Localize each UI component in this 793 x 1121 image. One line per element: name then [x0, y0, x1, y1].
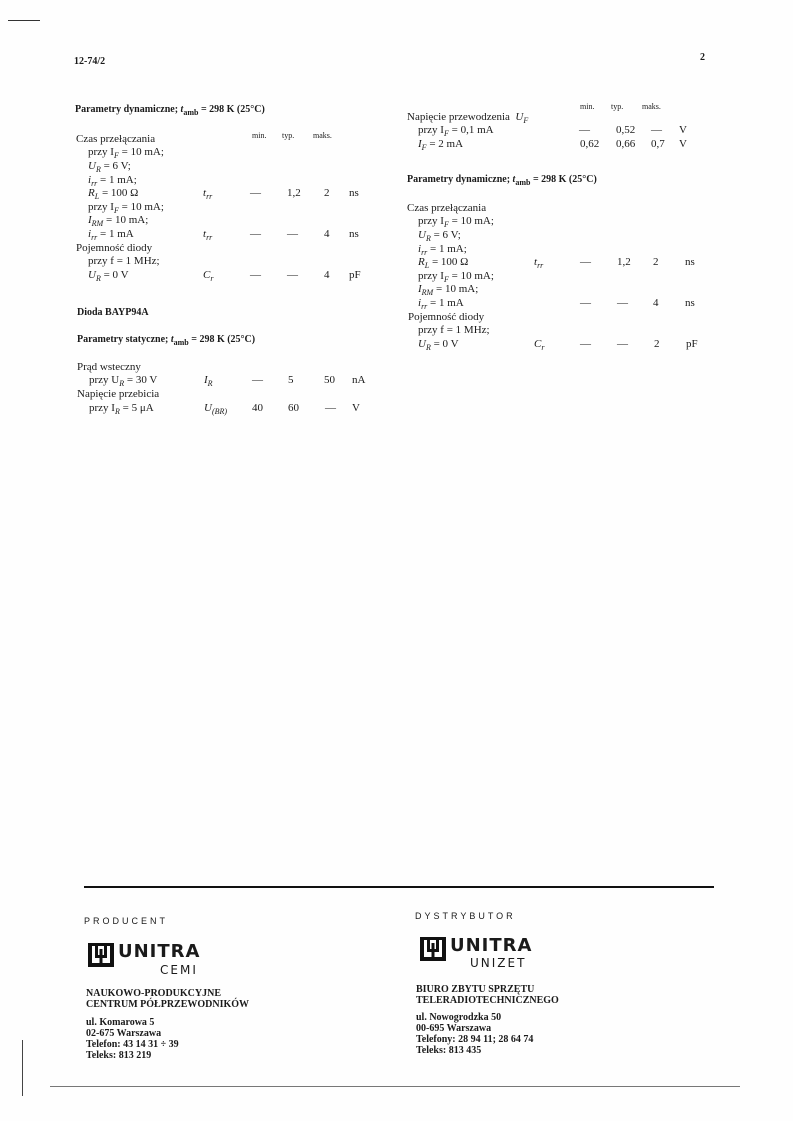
diode-title: Dioda BAYP94A: [77, 307, 149, 318]
producer-brand: UNITRA: [118, 941, 201, 962]
distributor-label: DYSTRYBUTOR: [415, 911, 516, 921]
distributor-brand: UNITRA: [450, 935, 533, 956]
left-cap-max: 4: [324, 269, 330, 281]
page-number: 2: [700, 52, 705, 63]
right-cap-cond-1: przy f = 1 MHz;: [418, 324, 490, 336]
left-switch-cond-6: $I_{RM} = 10$ mA;: [88, 214, 149, 229]
footer-rule: [84, 886, 714, 888]
right-switch-typ-2: —: [617, 297, 628, 309]
corner-mark: [8, 20, 40, 21]
left-col-max: maks.: [313, 131, 332, 140]
left-switch-symbol-2: $t_{rr}$: [203, 228, 213, 243]
producer-logo: [88, 943, 200, 965]
right-switch-cond-3: $i_{rr} = 1$ mA;: [418, 243, 467, 258]
fwd-typ-1: 0,52: [616, 124, 636, 136]
distributor-address-1: ul. Nowogrodzka 50: [416, 1012, 502, 1023]
right-col-typ: typ.: [611, 102, 624, 111]
producer-label: PRODUCENT: [84, 916, 169, 926]
right-cap-min: —: [580, 338, 591, 350]
left-switch-max-2: 4: [324, 228, 330, 240]
brk-cond: przy $I_R = 5$ μA: [89, 402, 154, 417]
left-switch-typ-2: —: [287, 228, 298, 240]
producer-name-1: NAUKOWO-PRODUKCYJNE: [86, 988, 221, 999]
left-switch-unit-1: ns: [349, 187, 359, 199]
fwd-typ-2: 0,66: [616, 138, 636, 150]
producer-name-2: CENTRUM PÓŁPRZEWODNIKÓW: [86, 999, 250, 1010]
right-switch-min-2: —: [580, 297, 591, 309]
right-switch-cond-4: $R_L = 100$ Ω: [418, 256, 469, 271]
fwd-label: Napięcie przewodzenia $U_F$: [407, 111, 529, 126]
producer-sub: CEMI: [160, 963, 198, 977]
fwd-max-1: —: [651, 124, 662, 136]
unitra-mark-icon: [88, 943, 114, 965]
distributor-name-2: TELERADIOTECHNICZNEGO: [416, 995, 559, 1006]
left-cap-cond-2: $U_R = 0$ V: [88, 269, 129, 284]
left-col-min: min.: [252, 131, 267, 140]
left-cap-typ: —: [287, 269, 298, 281]
unitra-mark-icon: [420, 937, 446, 959]
producer-address-2: 02-675 Warszawa: [86, 1028, 162, 1039]
rev-min: —: [252, 374, 263, 386]
right-switch-cond-1: przy $I_F = 10$ mA;: [418, 215, 494, 230]
left-col-typ: typ.: [282, 131, 295, 140]
brk-label: Napięcie przebicia: [77, 388, 160, 400]
right-col-max: maks.: [642, 102, 661, 111]
brk-typ: 60: [288, 402, 299, 414]
left-static-title: Parametry statyczne; $t_{amb} = 298$ K (25°C): [77, 334, 256, 347]
right-switch-cond-2: $U_R = 6$ V;: [418, 229, 461, 244]
right-cap-symbol: $C_r$: [534, 338, 545, 353]
left-switch-typ-1: 1,2: [287, 187, 301, 199]
right-switch-cond-5: przy $I_F = 10$ mA;: [418, 270, 494, 285]
brk-symbol: $U_{(BR)}$: [204, 402, 228, 417]
margin-line: [22, 1040, 23, 1096]
distributor-phone: Telefony: 28 94 11; 28 64 74: [416, 1034, 534, 1045]
fwd-unit-1: V: [679, 124, 687, 136]
rev-cond: przy $U_R = 30$ V: [89, 374, 158, 389]
fwd-cond-1: przy $I_F = 0,1$ mA: [418, 124, 494, 139]
left-cap-cond-1: przy f = 1 MHz;: [88, 255, 160, 267]
right-cap-typ: —: [617, 338, 628, 350]
left-switch-label: Czas przełączania: [76, 133, 156, 145]
right-switch-min-1: —: [580, 256, 591, 268]
fwd-unit-2: V: [679, 138, 687, 150]
distributor-address-2: 00-695 Warszawa: [416, 1023, 492, 1034]
right-cap-cond-2: $U_R = 0$ V: [418, 338, 459, 353]
rev-max: 50: [324, 374, 335, 386]
right-switch-unit-2: ns: [685, 297, 695, 309]
left-cap-unit: pF: [349, 269, 361, 281]
distributor-name-1: BIURO ZBYTU SPRZĘTU: [416, 984, 535, 995]
left-switch-cond-7: $i_{rr} = 1$ mA: [88, 228, 134, 243]
rev-typ: 5: [288, 374, 294, 386]
right-col-min: min.: [580, 102, 595, 111]
distributor-telex: Teleks: 813 435: [416, 1045, 482, 1056]
rev-label: Prąd wsteczny: [77, 361, 141, 373]
left-cap-min: —: [250, 269, 261, 281]
fwd-min-2: 0,62: [580, 138, 600, 150]
right-cap-max: 2: [654, 338, 660, 350]
left-switch-unit-2: ns: [349, 228, 359, 240]
right-switch-typ-1: 1,2: [617, 256, 631, 268]
rev-symbol: $I_R$: [204, 374, 213, 389]
distributor-sub: UNIZET: [470, 956, 527, 970]
right-dynamic-title: Parametry dynamiczne; $t_{amb} = 298$ K (25°C): [407, 174, 597, 187]
producer-telex: Teleks: 813 219: [86, 1050, 152, 1061]
fwd-min-1: —: [579, 124, 590, 136]
brk-unit: V: [352, 402, 360, 414]
left-cap-label: Pojemność diody: [76, 242, 153, 254]
producer-address-1: ul. Komarowa 5: [86, 1017, 155, 1028]
left-switch-min-2: —: [250, 228, 261, 240]
fwd-max-2: 0,7: [651, 138, 665, 150]
left-switch-min-1: —: [250, 187, 261, 199]
bottom-rule: [50, 1086, 740, 1087]
right-switch-cond-6: $I_{RM} = 10$ mA;: [418, 283, 479, 298]
right-cap-unit: pF: [686, 338, 698, 350]
left-switch-cond-2: $U_R = 6$ V;: [88, 160, 131, 175]
left-dynamic-title: Parametry dynamiczne; $t_{amb} = 298$ K (25°C): [75, 104, 265, 117]
rev-unit: nA: [352, 374, 366, 386]
document-code: 12-74/2: [74, 56, 106, 67]
left-switch-cond-1: przy $I_F = 10$ mA;: [88, 146, 164, 161]
right-switch-unit-1: ns: [685, 256, 695, 268]
brk-min: 40: [252, 402, 263, 414]
producer-phone: Telefon: 43 14 31 ÷ 39: [86, 1039, 179, 1050]
right-switch-max-2: 4: [653, 297, 659, 309]
brk-max: —: [325, 402, 336, 414]
right-switch-label: Czas przełączania: [407, 202, 487, 214]
left-switch-max-1: 2: [324, 187, 330, 199]
fwd-cond-2: $I_F = 2$ mA: [418, 138, 464, 153]
right-switch-cond-7: $i_{rr} = 1$ mA: [418, 297, 464, 312]
left-switch-cond-4: $R_L = 100$ Ω: [88, 187, 139, 202]
left-switch-cond-3: $i_{rr} = 1$ mA;: [88, 174, 137, 189]
right-switch-symbol-1: $t_{rr}$: [534, 256, 544, 271]
left-switch-cond-5: przy $I_F = 10$ mA;: [88, 201, 164, 216]
right-switch-max-1: 2: [653, 256, 659, 268]
right-cap-label: Pojemność diody: [408, 311, 485, 323]
left-cap-symbol: $C_r$: [203, 269, 214, 284]
left-switch-symbol-1: $t_{rr}$: [203, 187, 213, 202]
